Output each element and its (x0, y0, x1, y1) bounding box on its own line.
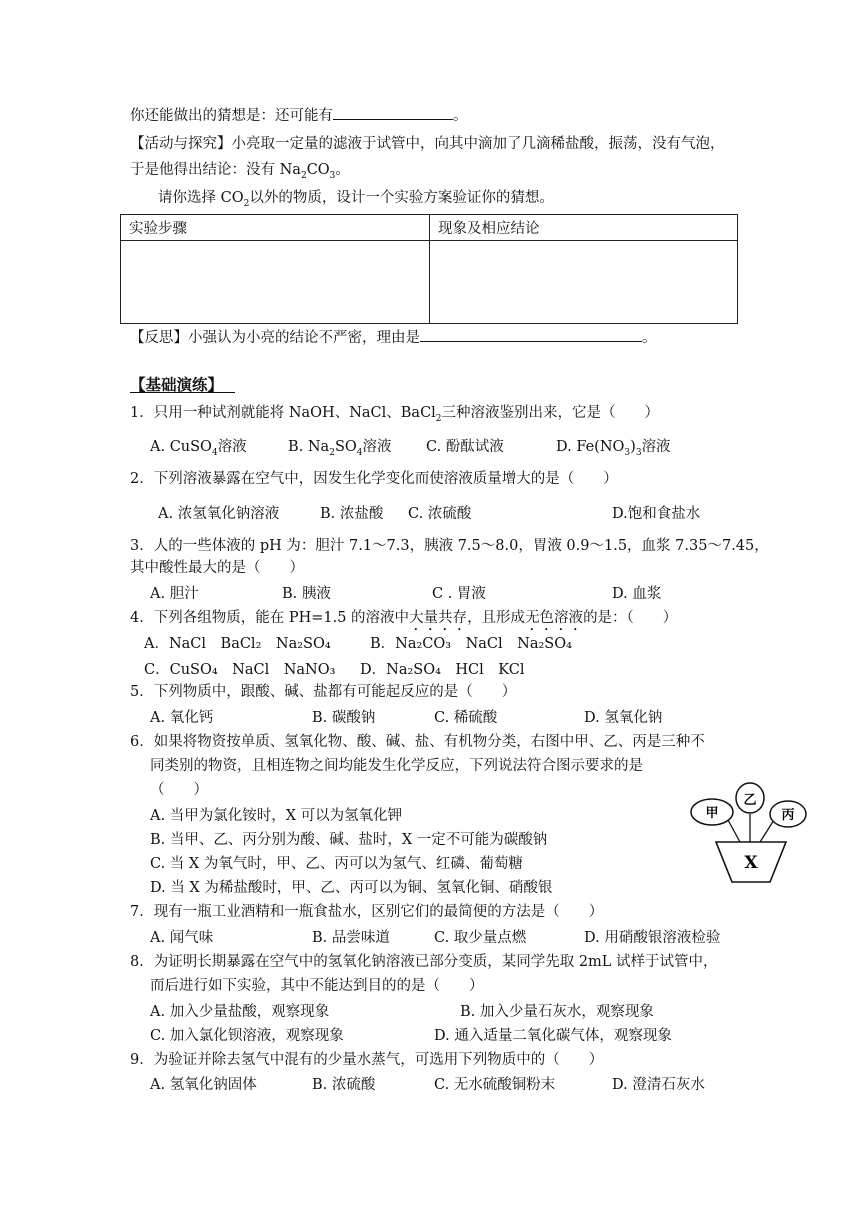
section-underline (130, 392, 235, 393)
q1-stem (130, 403, 659, 429)
guess-line (130, 104, 468, 126)
q7-stem: 7．现有一瓶工业酒精和一瓶食盐水，区别它们的最简便的方法是（ ） (130, 904, 604, 920)
q1-d-text: 溶液 (641, 439, 671, 455)
q6-stem-line3: （ ） (150, 782, 208, 798)
subscript: 4 (356, 447, 363, 458)
q4-emphasis: 大量共存 (409, 610, 468, 626)
subscript: 2 (329, 447, 335, 458)
col-header-conclusion: 现象及相应结论 (430, 215, 738, 241)
reflection-suffix: 。 (642, 330, 657, 346)
q9-option-d[interactable]: D. 澄清石灰水 (612, 1077, 705, 1093)
reflection-blank[interactable] (420, 326, 642, 342)
col-header-steps: 实验步骤 (121, 215, 430, 241)
q1-text: 1．只用一种试剂就能将 NaOH、NaCl、BaCl (130, 405, 436, 421)
subscript: 2 (435, 413, 442, 424)
design-instruction (158, 188, 554, 214)
q9-option-b[interactable]: B. 浓硫酸 (312, 1077, 376, 1093)
label-bing: 丙 (781, 808, 795, 823)
q2-option-b[interactable]: B. 浓盐酸 (320, 506, 384, 522)
q3-stem-line2: 其中酸性最大的是（ ） (130, 560, 304, 576)
q1-option-b[interactable] (288, 437, 392, 463)
q4-option-c[interactable]: C．CuSO₄ NaCl NaNO₃ (144, 662, 336, 678)
q1-d-text: ) (630, 439, 636, 455)
subscript: 4 (211, 447, 218, 458)
activity-line-2 (130, 160, 350, 186)
q4-option-d[interactable]: D．Na₂SO₄ HCl KCl (360, 662, 525, 678)
q1-b-text: SO (334, 439, 357, 455)
q1-b-text: 溶液 (362, 439, 392, 455)
q6-option-b[interactable]: B. 当甲、乙、丙分别为酸、碱、盐时，X 一定不可能为碳酸钠 (150, 832, 548, 848)
label-jia: 甲 (705, 806, 719, 821)
q8-option-a[interactable]: A. 加入少量盐酸，观察现象 (150, 1004, 330, 1020)
q5-stem: 5．下列物质中，跟酸、碱、盐都有可能起反应的是（ ） (130, 684, 517, 700)
guess-blank[interactable] (333, 104, 453, 120)
q5-option-d[interactable]: D. 氢氧化钠 (584, 710, 663, 726)
q6-stem-line1: 6．如果将物资按单质、氢氧化物、酸、碱、盐、有机物分类，右图中甲、乙、丙是三种不 (130, 734, 705, 750)
guess-prefix: 你还能做出的猜想是：还可能有 (130, 108, 333, 124)
q6-option-c[interactable]: C. 当 X 为氧气时，甲、乙、丙可以为氢气、红磷、葡萄糖 (150, 856, 523, 872)
q1-option-c[interactable]: C. 酚酞试液 (426, 439, 504, 455)
q6-option-d[interactable]: D. 当 X 为稀盐酸时，甲、乙、丙可以为铜、氢氧化铜、硝酸银 (150, 880, 553, 896)
q3-option-d[interactable]: D. 血浆 (612, 586, 662, 602)
q6-stem-line2: 同类别的物资，且相连物之间均能发生化学反应，下列说法符合图示要求的是 (150, 758, 643, 774)
q1-a-text: A. CuSO (150, 439, 212, 455)
q9-stem: 9．为验证并除去氢气中混有的少量水蒸气，可选用下列物质中的（ ） (130, 1052, 604, 1068)
experiment-table (120, 214, 738, 324)
q1-text: 三种溶液鉴别出来，它是（ ） (441, 405, 660, 421)
q8-option-d[interactable]: D. 通入适量二氧化碳气体，观察现象 (434, 1028, 672, 1044)
subscript: 3 (624, 447, 631, 458)
q4-text: 的是：（ ） (583, 610, 678, 626)
q4-stem (130, 608, 677, 634)
q7-option-a[interactable]: A. 闻气味 (150, 930, 214, 946)
label-yi: 乙 (743, 793, 757, 808)
q7-option-b[interactable]: B. 品尝味道 (312, 930, 390, 946)
guess-suffix: 。 (453, 108, 468, 124)
reflection-line (130, 326, 657, 348)
q3-option-b[interactable]: B. 胰液 (282, 586, 331, 602)
q2-option-d[interactable]: D.饱和食盐水 (612, 506, 701, 522)
q7-option-c[interactable]: C. 取少量点燃 (434, 930, 527, 946)
design-text: 以外的物质，设计一个实验方案验证你的猜想。 (249, 190, 554, 206)
q6-figure (688, 778, 814, 886)
q4-emphasis: 无色溶液 (525, 610, 584, 626)
q4-text: 4．下列各组物质，能在 PH=1.5 的溶液中 (130, 610, 410, 626)
design-text: 请你选择 CO (158, 190, 244, 206)
subscript: 2 (300, 170, 307, 181)
q5-option-c[interactable]: C. 稀硫酸 (434, 710, 498, 726)
q8-option-c[interactable]: C. 加入氯化钡溶液，观察现象 (150, 1028, 344, 1044)
q9-option-c[interactable]: C. 无水硫酸铜粉末 (434, 1077, 556, 1093)
activity-text: CO (306, 162, 330, 178)
q4-option-b[interactable]: B．Na₂CO₃ NaCl Na₂SO₄ (370, 636, 572, 652)
q3-stem-line1: 3．人的一些体液的 pH 为：胆汁 7.1～7.3，胰液 7.5～8.0，胃液 0.9～1.5，血浆 7.35～7.45， (130, 538, 769, 554)
q2-option-c[interactable]: C. 浓硫酸 (408, 506, 472, 522)
stem-jia (728, 820, 740, 842)
q1-a-text: 溶液 (217, 439, 247, 455)
section-title: 【基础演练】 (130, 376, 224, 394)
label-x: X (744, 853, 758, 873)
q6-option-a[interactable]: A. 当甲为氯化铵时，X 可以为氢氧化钾 (150, 808, 403, 824)
q8-stem-line1: 8．为证明长期暴露在空气中的氢氧化钠溶液已部分变质，某同学先取 2mL 试样于试管中， (130, 954, 718, 970)
q1-b-text: B. Na (288, 439, 330, 455)
subscript: 3 (329, 170, 336, 181)
activity-text: 于是他得出结论：没有 Na (130, 162, 301, 178)
activity-line-1: 【活动与探究】小亮取一定量的滤液于试管中，向其中滴加了几滴稀盐酸，振荡，没有气泡， (130, 136, 725, 152)
q9-option-a[interactable]: A. 氢氧化钠固体 (150, 1077, 257, 1093)
stem-bing (760, 820, 774, 842)
q4-option-a[interactable]: A．NaCl BaCl₂ Na₂SO₄ (144, 636, 331, 652)
q5-option-b[interactable]: B. 碳酸钠 (312, 710, 376, 726)
q8-stem-line2: 而后进行如下实验，其中不能达到目的的是（ ） (150, 978, 484, 994)
q4-text: ，且形成 (467, 610, 526, 626)
q3-option-a[interactable]: A. 胆汁 (150, 586, 199, 602)
q2-stem: 2．下列溶液暴露在空气中，因发生化学变化而使溶液质量增大的是（ ） (130, 471, 618, 487)
q2-option-a[interactable]: A. 浓氢氧化钠溶液 (158, 506, 280, 522)
q8-option-b[interactable]: B. 加入少量石灰水，观察现象 (460, 1004, 654, 1020)
q1-d-text: D. Fe(NO (556, 439, 625, 455)
subscript: 3 (635, 447, 642, 458)
q1-option-d[interactable] (556, 437, 671, 463)
q3-option-c[interactable]: C . 胃液 (432, 586, 486, 602)
q5-option-a[interactable]: A. 氧化钙 (150, 710, 214, 726)
steps-cell[interactable] (121, 241, 430, 324)
q1-option-a[interactable] (150, 437, 247, 463)
q7-option-d[interactable]: D. 用硝酸银溶液检验 (584, 930, 721, 946)
subscript: 2 (243, 198, 250, 209)
conclusion-cell[interactable] (430, 241, 738, 324)
reflection-prefix: 【反思】小强认为小亮的结论不严密，理由是 (130, 330, 420, 346)
activity-text: 。 (335, 162, 350, 178)
